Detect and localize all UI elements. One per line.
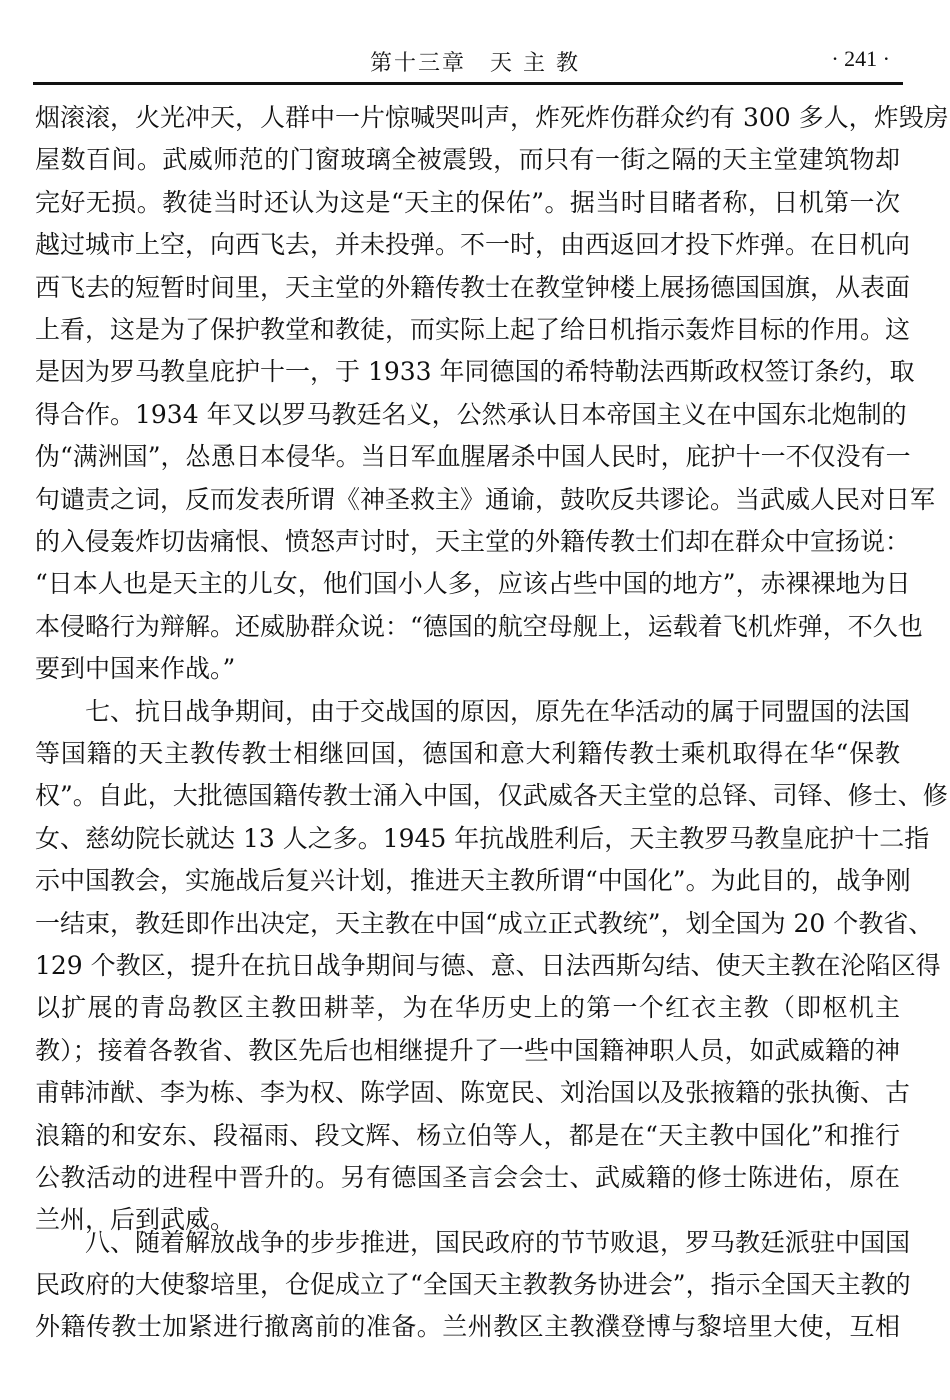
header-rule: [33, 82, 903, 85]
text-line: 上看，这是为了保护教堂和教徒，而实际上起了给日机指示轰炸目标的作用。这: [35, 315, 911, 344]
text-line: 权”。自此，大批德国籍传教士涌入中国，仅武威各天主堂的总铎、司铎、修士、修: [35, 781, 948, 811]
text-line: “日本人也是天主的儿女，他们国小人多，应该占些中国的地方”，赤裸裸地为日: [35, 569, 911, 599]
text-line: 甫韩沛猷、李为栋、李为权、陈学固、陈宽民、刘治国以及张掖籍的张执衡、古: [35, 1078, 911, 1108]
text-line: 兰州，后到武威。: [35, 1205, 236, 1235]
text-line: 以扩展的青岛教区主教田耕莘，为在华历史上的第一个红衣主教（即枢机主: [35, 993, 900, 1023]
text-line: 等国籍的天主教传教士相继回国，德国和意大利籍传教士乘机取得在华“保教: [35, 739, 900, 768]
text-line: 屋数百间。武威师范的门窗玻璃全被震毁，而只有一街之隔的天主堂建筑物却: [35, 145, 900, 175]
text-line: 越过城市上空，向西飞去，并未投弹。不一时，由西返回才投下炸弹。在日机向: [35, 230, 911, 260]
text-line: 西飞去的短暂时间里，天主堂的外籍传教士在教堂钟楼上展扬德国国旗，从表面: [35, 272, 911, 302]
text-line: 得合作。1934 年又以罗马教廷名义，公然承认日本帝国主义在中国东北炮制的: [35, 399, 907, 429]
text-line: 的入侵轰炸切齿痛恨、愤怒声讨时，天主堂的外籍传教士们却在群众中宣扬说：: [35, 527, 911, 556]
text-line: 公教活动的进程中晋升的。另有德国圣言会会士、武威籍的修士陈进佑，原在: [35, 1163, 900, 1192]
text-line: 教）；接着各教省、教区先后也相继提升了一些中国籍神职人员，如武威籍的神: [35, 1035, 900, 1065]
text-line: 句谴责之词，反而发表所谓《神圣救主》通谕，鼓吹反共谬论。当武威人民对日军: [35, 484, 936, 514]
text-line: 伪“满洲国”，怂恿日本侵华。当日军血腥屠杀中国人民时，庇护十一不仅没有一: [35, 442, 911, 472]
text-line: 浪籍的和安东、段福雨、段文辉、杨立伯等人，都是在“天主教中国化”和推行: [35, 1120, 900, 1150]
text-line: 民政府的大使黎培里，仓促成立了“全国天主教教务协进会”，指示全国天主教的: [35, 1270, 911, 1299]
text-line: 外籍传教士加紧进行撤离前的准备。兰州教区主教濮登博与黎培里大使，互相: [35, 1312, 900, 1341]
text-line: 完好无损。教徒当时还认为这是“天主的保佑”。据当时目睹者称，日机第一次: [35, 187, 900, 217]
text-line: 一结束，教廷即作出决定，天主教在中国“成立正式教统”，划全国为 20 个教省、: [35, 908, 934, 938]
text-line: 烟滚滚，火光冲天，人群中一片惊喊哭叫声，炸死炸伤群众约有 300 多人，炸毁房: [35, 103, 949, 132]
text-line: 是因为罗马教皇庇护十一，于 1933 年同德国的希特勒法西斯政权签订条约，取: [35, 357, 915, 387]
text-line: 129 个教区，提升在抗日战争期间与德、意、日法西斯勾结、使天主教在沦陷区得: [35, 951, 941, 980]
text-line: 要到中国来作战。”: [35, 654, 236, 684]
running-header-chapter-title: 第十三章 天 主 教: [370, 51, 580, 76]
text-line: 本侵略行为辩解。还威胁群众说：“德国的航空母舰上，运载着飞机炸弹，不久也: [35, 611, 923, 641]
text-line: 女、慈幼院长就达 13 人之多。1945 年抗战胜利后，天主教罗马教皇庇护十二指: [35, 823, 930, 853]
text-line: 八、随着解放战争的步步推进，国民政府的节节败退，罗马教廷派驻中国国: [85, 1228, 911, 1257]
text-line: 示中国教会，实施战后复兴计划，推进天主教所谓“中国化”。为此目的，战争刚: [35, 866, 911, 896]
text-line: 七、抗日战争期间，由于交战国的原因，原先在华活动的属于同盟国的法国: [85, 696, 911, 726]
page-number: · 241 ·: [831, 46, 890, 71]
